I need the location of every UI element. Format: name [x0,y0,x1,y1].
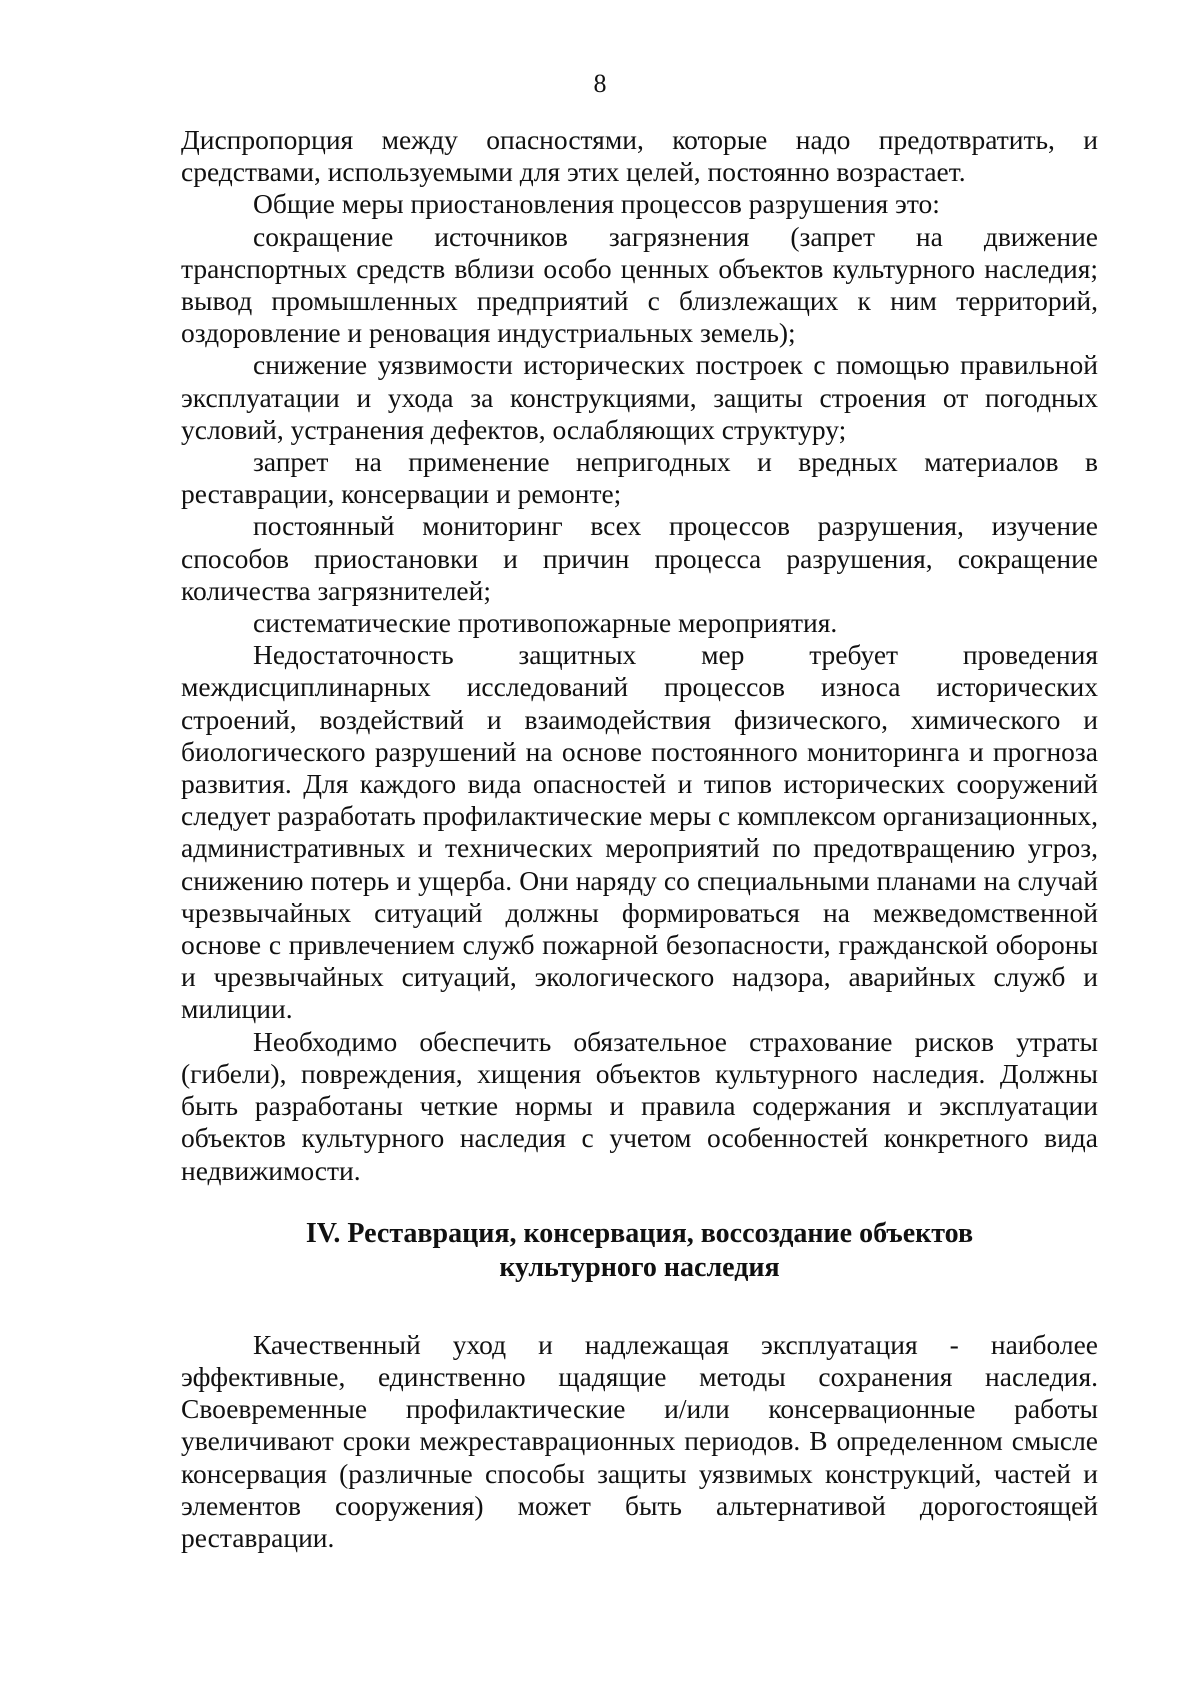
paragraph-pollution-reduction: сокращение источников загрязнения (запрет на движение транспортных средств вблизи особо ценных объектов культурного наследия; вывод промышленных предприятий с близлежащих к ним территорий, оздоровление и реновация индустриальных земель); [181,220,1098,349]
paragraph-insurance: Необходимо обеспечить обязательное страхование рисков утраты (гибели), повреждения, хищения объектов культурного наследия. Должны быть разработаны четкие нормы и правила содержания и эксплуатации объектов культурного наследия с учетом особенностей конкретного вида недвижимости. [181,1025,1098,1186]
document-body [181,124,1098,1554]
section-heading [181,1217,1098,1285]
section-heading-line-1: IV. Реставрация, консервация, воссоздание объектов [305,1217,974,1249]
paragraph-insufficient-measures: Недостаточность защитных мер требует проведения междисциплинарных исследований процессов износа исторических строений, воздействий и взаимодействия физического, химического и биологического разрушений на основе постоянного мониторинга и прогноза развития. Для каждого вида опасностей и типов исторических сооружений следует разработать профилактические меры с комплексом организационных, административных и технических мероприятий по предотвращению угроз, снижению потерь и ущерба. Они наряду со специальными планами на случай чрезвычайных ситуаций должны формироваться на межведомственной основе с привлечением служб пожарной безопасности, гражданской обороны и чрезвычайных ситуаций, экологического надзора, аварийных служб и милиции. [181,639,1098,1025]
paragraph-general-measures: Общие меры приостановления процессов разрушения это: [253,188,940,220]
paragraph-materials-ban: запрет на применение непригодных и вредных материалов в реставрации, консервации и ремонте; [181,446,1098,510]
page-number: 8 [593,69,607,98]
paragraph-monitoring: постоянный мониторинг всех процессов разрушения, изучение способов приостановки и причин процесса разрушения, сокращение количества загрязнителей; [181,510,1098,606]
paragraph-disproportion: Диспропорция между опасностями, которые надо предотвратить, и средствами, используемыми для этих целей, постоянно возрастает. [181,124,1098,188]
paragraph-quality-care: Качественный уход и надлежащая эксплуатация - наиболее эффективные, единственно щадящие методы сохранения наследия. Своевременные профилактические и/или консервационные работы увеличивают сроки межреставрационных периодов. В определенном смысле консервация (различные способы защиты уязвимых конструкций, частей и элементов сооружения) может быть альтернативой дорогостоящей реставрации. [181,1328,1098,1553]
paragraph-fire-safety: систематические противопожарные мероприятия. [253,607,838,639]
section-heading-line-2: культурного наследия [499,1251,780,1283]
paragraph-vulnerability-reduction: снижение уязвимости исторических построек с помощью правильной эксплуатации и ухода за конструкциями, защиты строения от погодных условий, устранения дефектов, ослабляющих структуру; [181,349,1098,445]
